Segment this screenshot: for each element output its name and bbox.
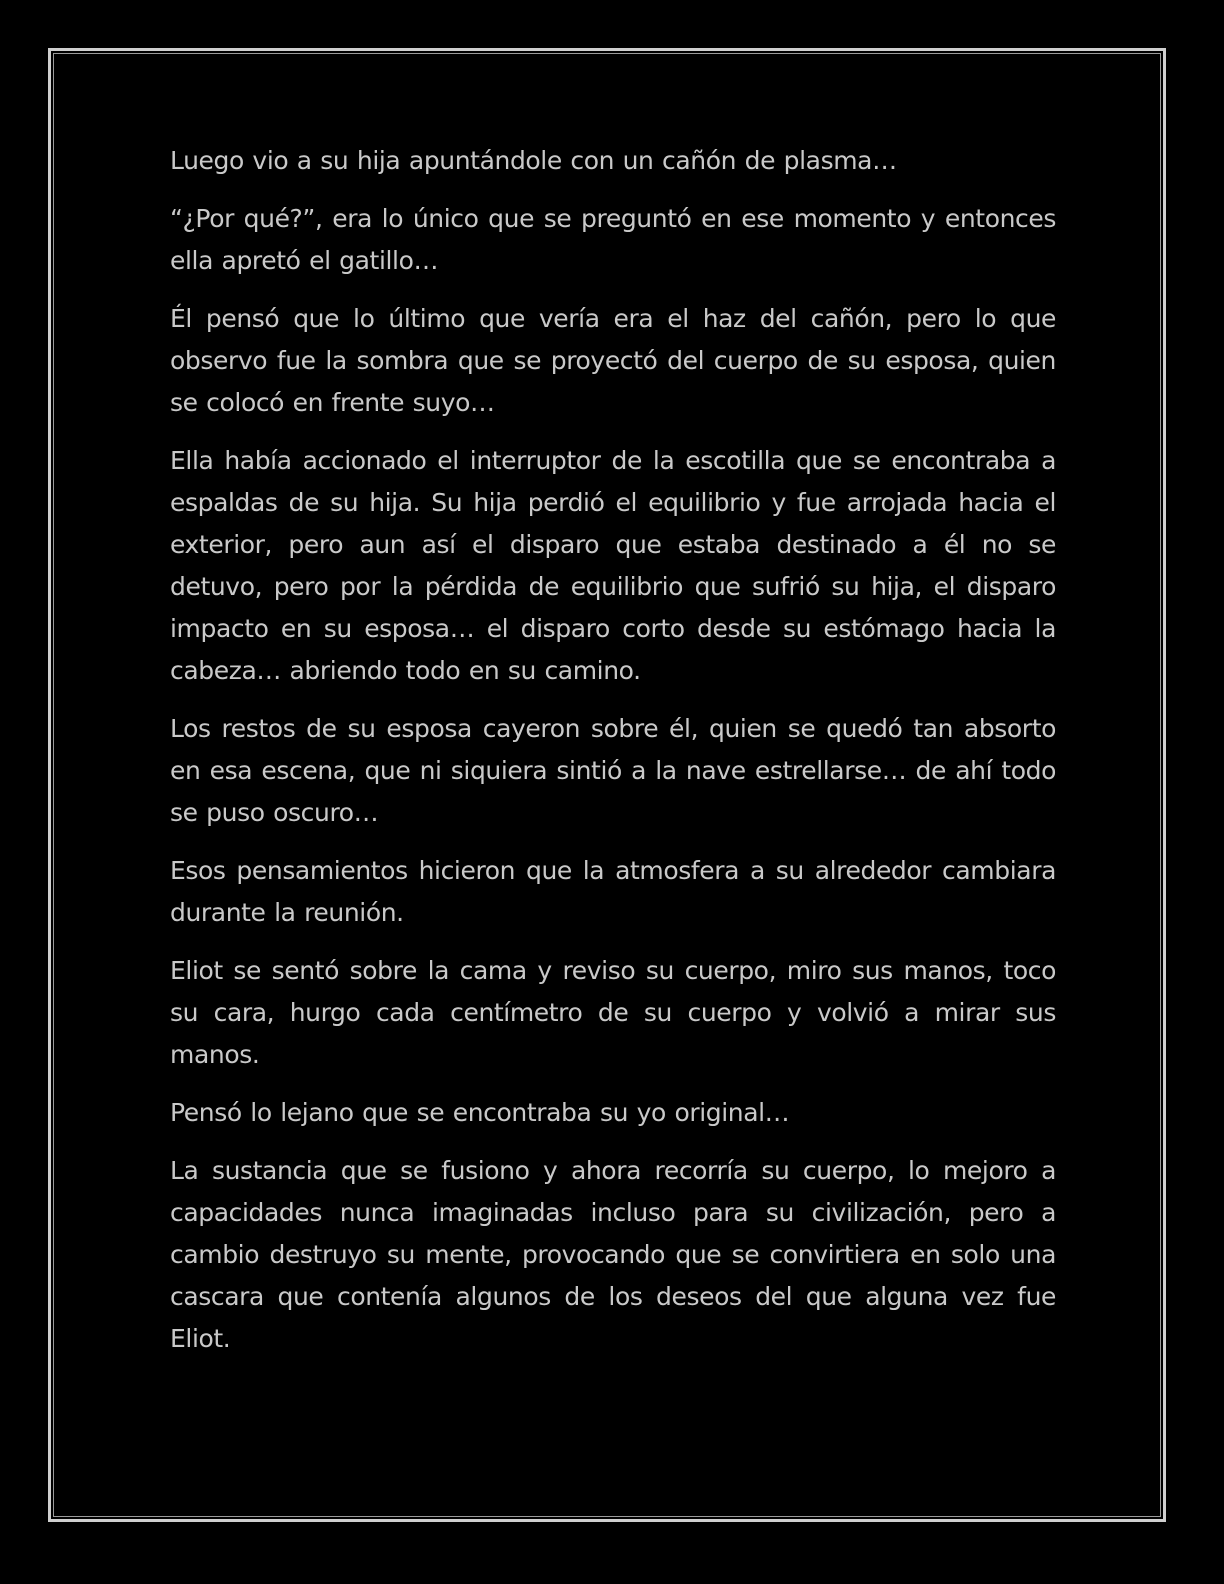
paragraph-5: Los restos de su esposa cayeron sobre él, quien se quedó tan absorto en esa escena, que ni siquiera sintió a la nave estrellarse… de ahí todo se puso oscuro… [170,714,1056,827]
paragraph-2: “¿Por qué?”, era lo único que se preguntó en ese momento y entonces ella apretó el gatillo… [170,204,1056,275]
paragraph-4: Ella había accionado el interruptor de la escotilla que se encontraba a espaldas de su hija. Su hija perdió el equilibrio y fue arrojada hacia el exterior, pero aun así el disparo que estaba destinado a él no se detuvo, pero por la pérdida de equilibrio que sufrió su hija, el disparo impacto en su esposa… el disparo corto desde su estómago hacia la cabeza… abriendo todo en su camino. [170,446,1056,685]
story-text [170,140,1056,1376]
paragraph-1: Luego vio a su hija apuntándole con un cañón de plasma… [170,146,897,175]
paragraph-3: Él pensó que lo último que vería era el haz del cañón, pero lo que observo fue la sombra que se proyectó del cuerpo de su esposa, quien se colocó en frente suyo… [170,304,1056,417]
paragraph-6: Esos pensamientos hicieron que la atmosfera a su alrededor cambiara durante la reunión. [170,856,1056,927]
paragraph-9: La sustancia que se fusiono y ahora recorría su cuerpo, lo mejoro a capacidades nunca imaginadas incluso para su civilización, pero a cambio destruyo su mente, provocando que se convirtiera en solo una cascara que contenía algunos de los deseos del que alguna vez fue Eliot. [170,1156,1056,1353]
paragraph-7: Eliot se sentó sobre la cama y reviso su cuerpo, miro sus manos, toco su cara, hurgo cada centímetro de su cuerpo y volvió a mirar sus manos. [170,956,1056,1069]
paragraph-8: Pensó lo lejano que se encontraba su yo original… [170,1098,790,1127]
